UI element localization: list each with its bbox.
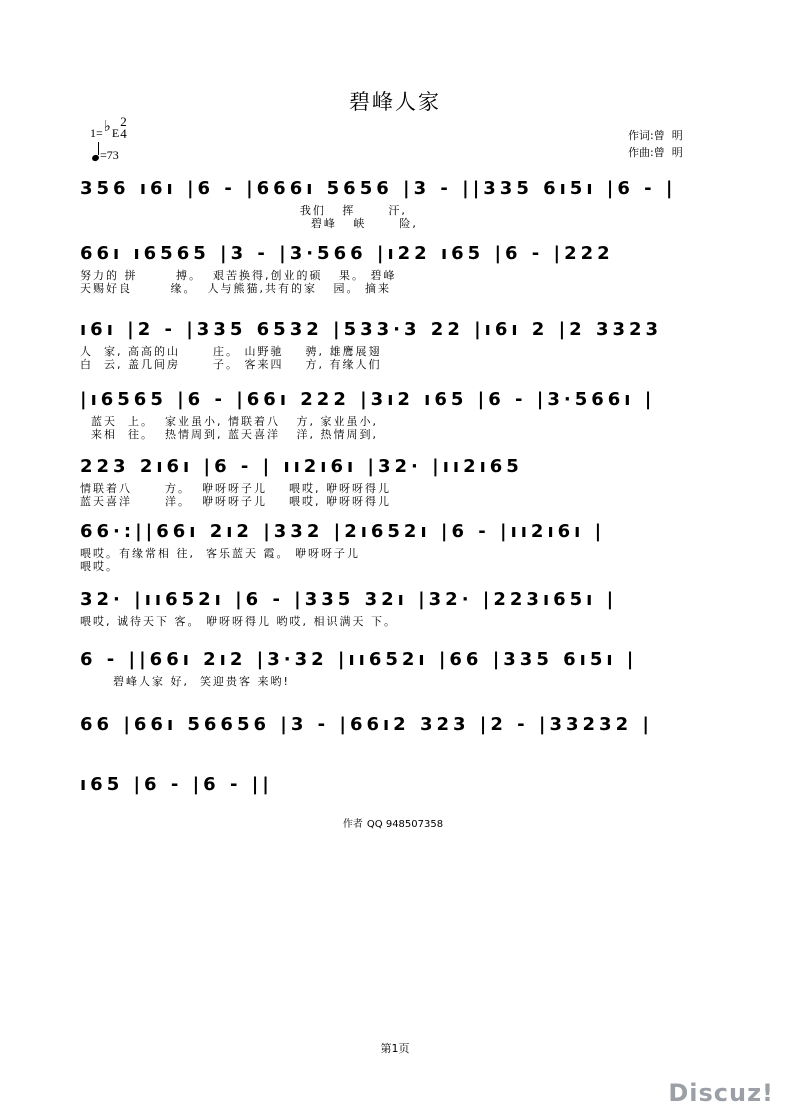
lyrics-line: 努力的 拼 搏。 艰苦换得,创业的硕 果。 碧峰 xyxy=(80,269,397,282)
lyrics-line: 来相 往。 热情周到, 蓝天喜洋 洋, 热情周到, xyxy=(80,428,378,441)
page-number: 第1页 xyxy=(380,1042,410,1055)
lyrics-line: 情联着八 方。 咿呀呀子儿 喂哎, 咿呀呀得儿 xyxy=(80,482,391,495)
tempo-value: =73 xyxy=(100,148,119,162)
system-4 xyxy=(80,385,740,441)
system-7 xyxy=(80,585,740,628)
notes-line: 66ı ı6565 |3 - |3·566 |ı22 ı65 |6 - |222 xyxy=(80,243,614,264)
author-contact xyxy=(0,815,790,830)
lyrics-line: 喂哎。有缘常相 往, 客乐蓝天 霞。 咿呀呀子儿 xyxy=(80,547,360,560)
lyrics-line: 喂哎, 诚待天下 客。 咿呀呀得儿 哟哎, 相识满天 下。 xyxy=(80,615,397,628)
flat-sign: ♭ xyxy=(103,118,111,135)
author-label: 作者 xyxy=(342,819,363,830)
key-signature xyxy=(90,114,127,146)
lyrics-line: 天赐好良 缘。 人与熊猫,共有的家 园。 摘来 xyxy=(80,282,391,295)
notes-line: 66 |66ı 56656 |3 - |66ı2 323 |2 - |33232 | xyxy=(80,714,653,735)
lyricist: 作词:曾 明 xyxy=(628,129,683,142)
system-8 xyxy=(80,645,740,688)
notes-line: 66·:||66ı 2ı2 |332 |2ı652ı |6 - |ıı2ı6ı | xyxy=(80,521,606,542)
lyrics-line: 碧峰人家 好, 笑迎贵客 来哟! xyxy=(80,675,290,688)
system-6 xyxy=(80,517,740,573)
notes-line: 223 2ı6ı |6 - | ıı2ı6ı |32· |ıı2ı65 xyxy=(80,456,523,477)
lyrics-line: 蓝天喜洋 洋。 咿呀呀子儿 喂哎, 咿呀呀得儿 xyxy=(80,495,391,508)
meter-bottom: 4 xyxy=(120,126,127,141)
lyrics-line: 碧峰 峡 险, xyxy=(80,217,418,230)
system-1 xyxy=(80,174,740,230)
watermark: Discuz! xyxy=(668,1079,774,1107)
notes-line: 6 - ||66ı 2ı2 |3·32 |ıı652ı |66 |335 6ı5ı | xyxy=(80,649,638,670)
system-10 xyxy=(80,770,740,800)
song-title: 碧峰人家 xyxy=(349,90,441,114)
system-2 xyxy=(80,239,740,295)
time-signature xyxy=(120,116,127,140)
lyrics-line: 我们 挥 汗, xyxy=(80,204,407,217)
key-prefix: 1= xyxy=(90,125,103,140)
tempo-marking xyxy=(92,146,119,163)
lyrics-line: 蓝天 上。 家业虽小, 情联着八 方, 家业虽小, xyxy=(80,415,378,428)
system-9 xyxy=(80,710,740,740)
notes-line: |ı6565 |6 - |66ı 222 |3ı2 ı65 |6 - |3·566ı | xyxy=(80,389,656,410)
composer: 作曲:曾 明 xyxy=(628,146,683,159)
key-note: E xyxy=(111,125,120,140)
system-3 xyxy=(80,315,740,371)
system-5 xyxy=(80,452,740,508)
notes-line: ı65 |6 - |6 - || xyxy=(80,774,273,795)
quarter-note-icon xyxy=(92,148,100,162)
notes-line: 32· |ıı652ı |6 - |335 32ı |32· |223ı65ı | xyxy=(80,589,618,610)
credits xyxy=(628,127,683,161)
lyrics-line: 人 家, 高高的山 庄。 山野驰 骋, 雄鹰展翅 xyxy=(80,345,382,358)
lyrics-line: 白 云, 盖几间房 子。 客来四 方, 有缘人们 xyxy=(80,358,382,371)
notes-line: ı6ı |2 - |335 6532 |533·3 22 |ı6ı 2 |2 3323 xyxy=(80,319,663,340)
author-qq: QQ 948507358 xyxy=(366,819,444,830)
notes-line: 356 ı6ı |6 - |666ı 5656 |3 - ||335 6ı5ı |6 - | xyxy=(80,178,677,199)
meter-top: 2 xyxy=(120,114,127,129)
lyrics-line: 喂哎。 xyxy=(80,560,119,573)
